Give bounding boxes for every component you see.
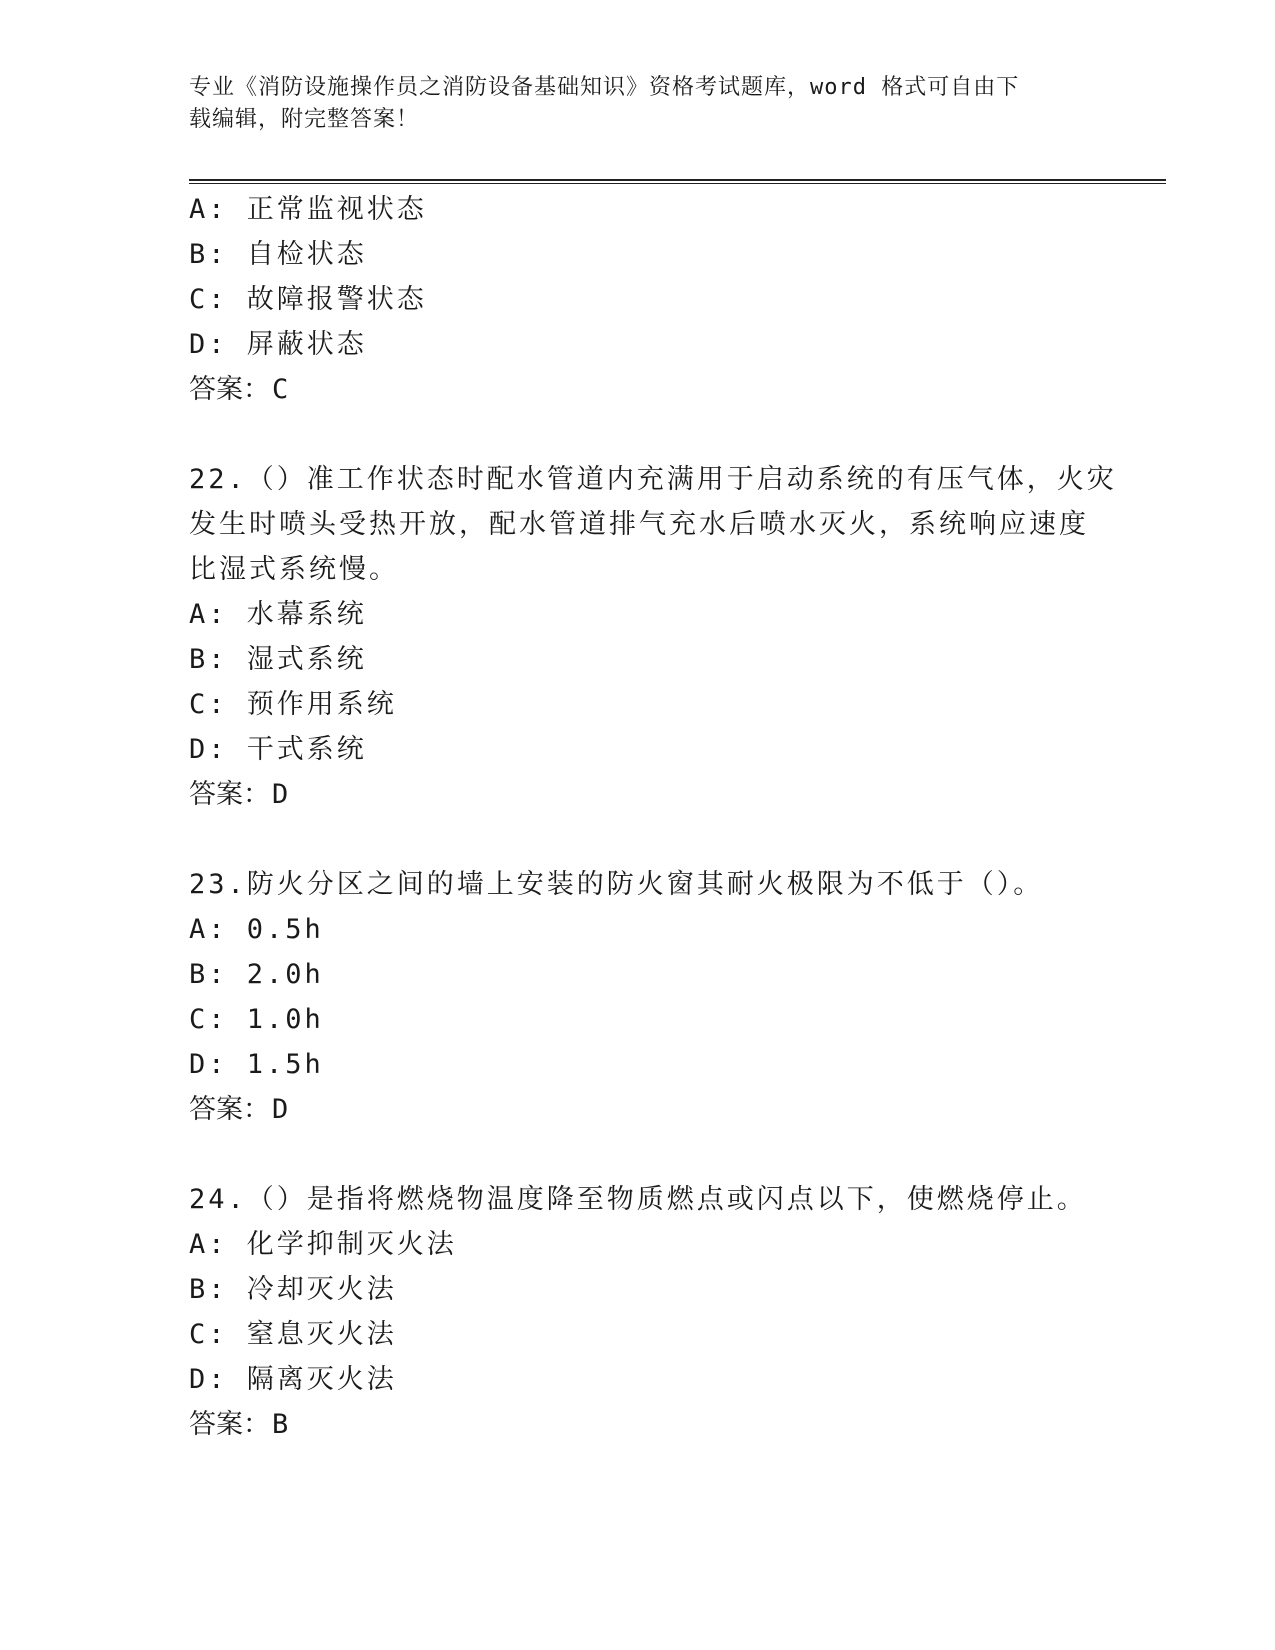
q22-stem-line-2: 发生时喷头受热开放，配水管道排气充水后喷水灭火，系统响应速度 (189, 509, 1089, 540)
q24-option-b: B: 冷却灭火法 (189, 1274, 397, 1305)
answer-label: 答案： (189, 1409, 270, 1440)
q21-option-a: A: 正常监视状态 (189, 194, 427, 225)
q24-option-c: C: 窒息灭火法 (189, 1319, 397, 1350)
q24-option-d: D: 隔离灭火法 (189, 1364, 397, 1395)
q24-answer (189, 1407, 288, 1443)
q21-option-d: D: 屏蔽状态 (189, 329, 367, 360)
q23-option-d: D: 1.5h (189, 1049, 324, 1080)
answer-value: B (272, 1409, 289, 1440)
answer-label: 答案： (189, 1094, 270, 1125)
q22-option-d: D: 干式系统 (189, 734, 367, 765)
header-divider-thin (189, 183, 1166, 184)
answer-value: D (272, 779, 289, 810)
q22-answer (189, 777, 288, 813)
intro-line-2: 载编辑，附完整答案！ (189, 107, 420, 132)
q22-option-c: C: 预作用系统 (189, 689, 397, 720)
q22-stem-line-1: 22.（）准工作状态时配水管道内充满用于启动系统的有压气体，火灾 (189, 464, 1117, 495)
answer-value: D (272, 1094, 289, 1125)
q23-answer (189, 1092, 288, 1128)
q23-option-b: B: 2.0h (189, 959, 324, 990)
q23-option-a: A: 0.5h (189, 914, 324, 945)
q24-stem-line-1: 24.（）是指将燃烧物温度降至物质燃点或闪点以下，使燃烧停止。 (189, 1184, 1087, 1215)
q22-option-b: B: 湿式系统 (189, 644, 367, 675)
q21-option-c: C: 故障报警状态 (189, 284, 427, 315)
q22-option-a: A: 水幕系统 (189, 599, 367, 630)
answer-label: 答案： (189, 374, 270, 405)
answer-label: 答案： (189, 779, 270, 810)
q22-stem-line-3: 比湿式系统慢。 (189, 554, 399, 585)
document-intro (189, 72, 1069, 136)
intro-line-1: 专业《消防设施操作员之消防设备基础知识》资格考试题库，word 格式可自由下 (189, 75, 1020, 100)
answer-value: C (272, 374, 289, 405)
q21-option-b: B: 自检状态 (189, 239, 367, 270)
q23-stem-line-1: 23.防火分区之间的墙上安装的防火窗其耐火极限为不低于（）。 (189, 869, 1044, 900)
q23-option-c: C: 1.0h (189, 1004, 324, 1035)
q21-answer (189, 372, 288, 408)
q24-option-a: A: 化学抑制灭火法 (189, 1229, 457, 1260)
header-divider-thick (189, 179, 1166, 181)
